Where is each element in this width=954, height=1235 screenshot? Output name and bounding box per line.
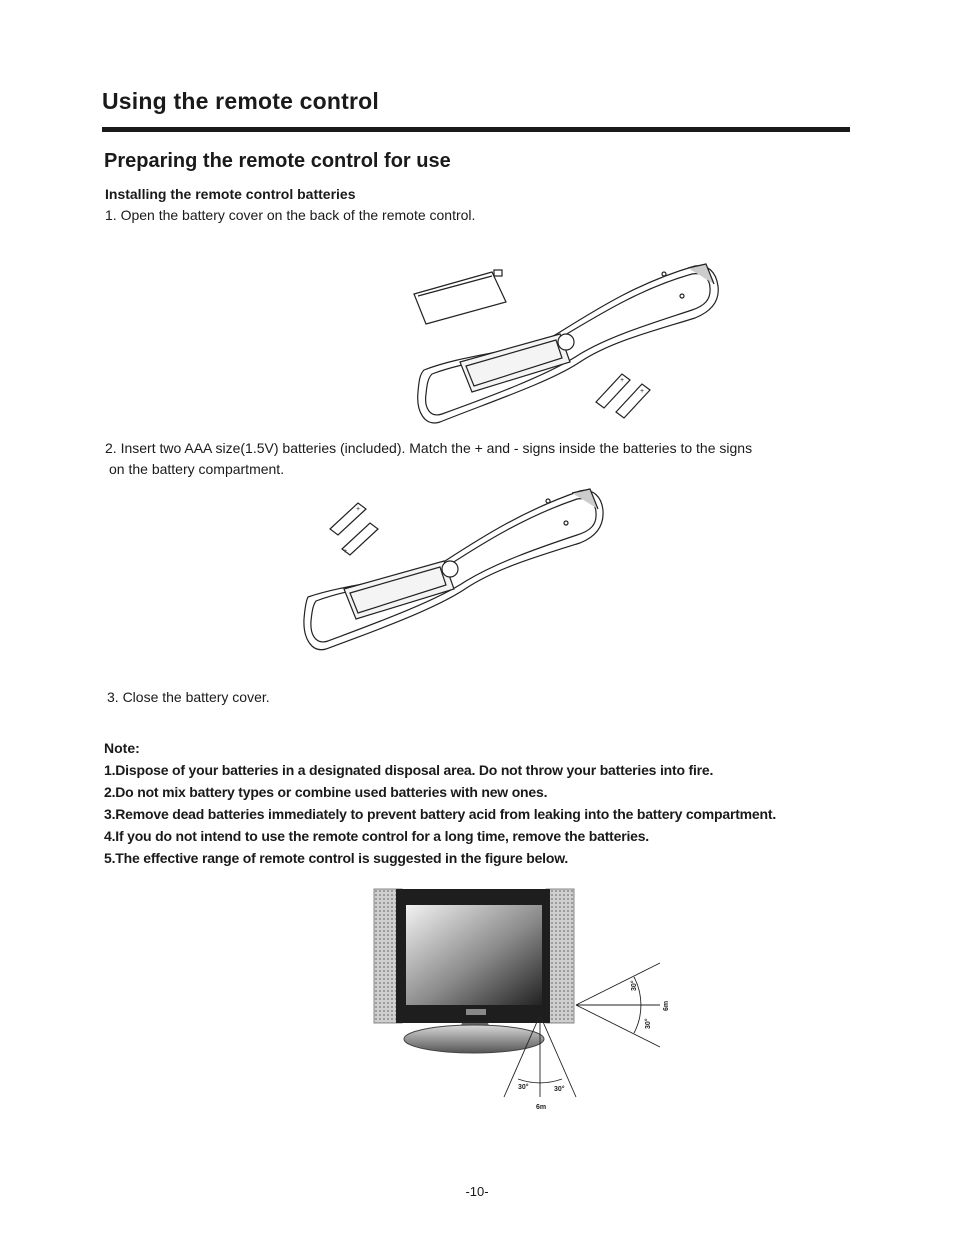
step-2-text-line1: 2. Insert two AAA size(1.5V) batteries (included). Match the + and - signs inside the batteries to the signs xyxy=(105,440,753,456)
speaker-right xyxy=(546,889,574,1023)
section-title: Preparing the remote control for use xyxy=(104,150,451,172)
page-title: Using the remote control xyxy=(102,88,379,114)
distance-label: 6m xyxy=(536,1104,547,1111)
angle-label: 30° xyxy=(631,980,638,991)
step-3-text: 3. Close the battery cover. xyxy=(107,689,270,705)
remote-open-cover-figure xyxy=(410,262,720,427)
battery-plus-label: + xyxy=(356,506,361,513)
remote-insert-batteries-figure xyxy=(300,485,605,660)
angle-label: 30° xyxy=(645,1018,652,1029)
step-1-text: 1. Open the battery cover on the back of the remote control. xyxy=(105,207,476,223)
page-number: -10- xyxy=(465,1184,489,1199)
subsection-title: Installing the remote control batteries xyxy=(105,186,356,202)
distance-label: 6m xyxy=(663,1000,670,1011)
battery-plus-label: + xyxy=(640,388,645,395)
note-item: 4.If you do not intend to use the remote control for a long time, remove the batteries. xyxy=(104,828,649,844)
note-heading: Note: xyxy=(104,740,140,756)
note-item: 2.Do not mix battery types or combine used batteries with new ones. xyxy=(104,784,548,800)
angle-label: 30° xyxy=(518,1084,529,1091)
tv-screen xyxy=(406,905,542,1005)
angle-label: 30° xyxy=(554,1086,565,1093)
battery-plus-label: + xyxy=(343,548,348,555)
note-item: 1.Dispose of your batteries in a designated disposal area. Do not throw your batteries into fire. xyxy=(104,762,714,778)
title-rule xyxy=(102,127,850,132)
step-2-text-line2: on the battery compartment. xyxy=(109,461,285,477)
battery-plus-label: + xyxy=(620,377,625,384)
remote-range-figure xyxy=(370,885,670,1115)
tv-stand xyxy=(404,1025,544,1053)
note-item: 3.Remove dead batteries immediately to prevent battery acid from leaking into the battery compartment. xyxy=(104,806,777,822)
note-item: 5.The effective range of remote control is suggested in the figure below. xyxy=(104,850,569,866)
